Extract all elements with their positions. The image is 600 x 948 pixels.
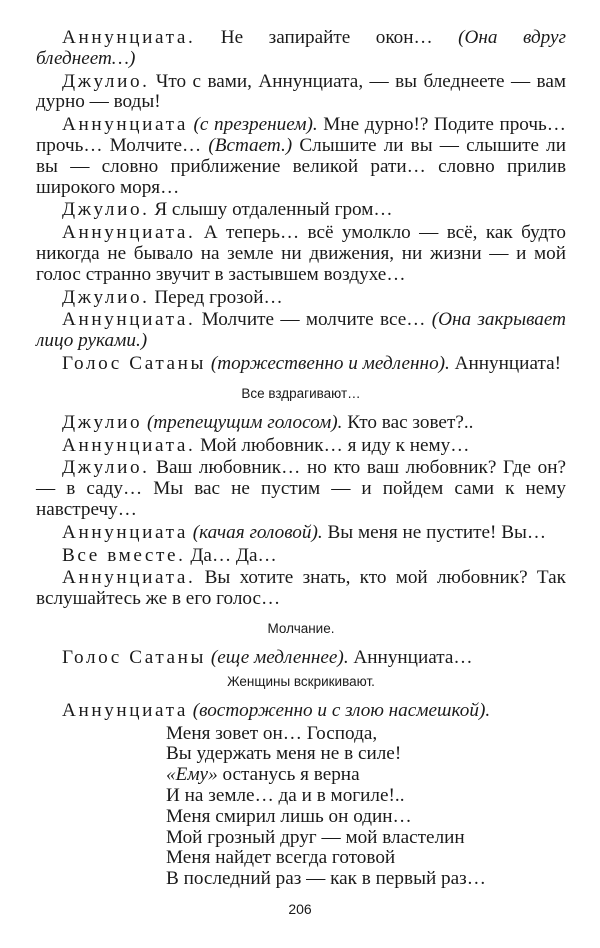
stage-direction: Женщины вскрикивают. [227,673,375,689]
speaker-name: Голос Сатаны [62,352,207,374]
dialogue-line [36,458,566,520]
speaker-name: Все вместе. [62,544,186,566]
speaker-name: Аннунциата. [62,309,196,331]
verse-line [166,828,566,849]
remark-text: (Она закрывает лицо руками.) [36,309,566,352]
remark-text: (восторженно и с злою насмешкой). [192,699,491,721]
verse-line [166,848,566,869]
verse-line [166,786,566,807]
dialogue-line [36,546,566,567]
speech-text: Молчите — молчите все… [195,309,432,331]
speaker-name: Аннунциата. [62,434,196,456]
dialogue-before [36,28,566,375]
speech-text: Что с вами, Аннунциата, — вы бледнеете — вам дурно — воды! [36,70,566,113]
verse-line [166,869,566,890]
speaker-name: Джулио. [62,70,150,92]
speaker-name: Аннунциата. [62,222,196,244]
speech-text: Меня найдет всегда готовой [166,847,396,869]
speech-text: Мне дурно!? Подите прочь… прочь… Молчите… [36,114,566,156]
speaker-name: Джулио. [62,286,150,308]
speaker-name: Аннунциата [62,521,188,543]
speech-text: Не запирайте окон… [195,27,459,48]
speaker-name: Джулио. [62,457,150,479]
dialogue-line [36,701,566,722]
dialogue-line [36,200,566,221]
remark-text: (с презрением). [193,114,318,136]
speech-text: Ваш любовник… но кто ваш любовник? Где он? — в саду… Мы вас не пустим — и пойдем сами к нему навстречу… [36,457,566,520]
speech-text: Я слышу отдаленный гром… [149,199,393,221]
speaker-name: Аннунциата. [62,567,196,589]
speech-text: Вы меня не пустите! Вы… [322,521,547,543]
verse-block [36,724,566,890]
speech-text: В последний раз — как в первый раз… [166,868,486,890]
verse-line [166,744,566,765]
speech-text: Аннунциата! [449,352,561,374]
verse-line [166,724,566,745]
dialogue-line [36,223,566,285]
remark-text: (еще медленнее). [210,646,349,668]
remark-text: (торжественно и медленно). [210,352,450,374]
speech-text: И на земле… да и в могиле!.. [166,784,405,806]
speaker-name: Аннунциата [62,699,188,721]
speech-text: Меня смирил лишь он один… [166,805,412,827]
speech-text: Да… Да… [185,544,277,566]
remark-text: «Ему» [166,764,218,786]
speaker-name: Аннунциата. [62,27,196,48]
stage-direction: Все вздрагивают… [241,385,361,401]
speech-text: Мой любовник… я иду к нему… [195,434,470,456]
speech-text: Аннунциата… [348,646,473,668]
dialogue-line [36,413,566,434]
dialogue-line [36,648,566,669]
annunciata-last [36,701,566,722]
speech-text: Кто вас зовет?.. [342,411,474,433]
speech-text: Мой грозный друг — мой властелин [166,826,465,848]
remark-text: (Встает.) [208,134,293,156]
speech-text: Меня зовет он… Господа, [166,722,378,744]
dialogue-line [36,436,566,457]
dialogue-line [36,310,566,352]
dialogue-line [36,354,566,375]
remark-text: (трепещущим голосом). [146,411,343,433]
speech-text: Вы удержать меня не в силе! [166,743,402,765]
speaker-name: Голос Сатаны [62,646,207,668]
dialogue-middle [36,413,566,610]
dialogue-line [36,28,566,70]
speaker-name: Джулио. [62,199,150,221]
verse-line [166,765,566,786]
speaker-name: Аннунциата [62,114,188,136]
speech-text: Вы хотите знать, кто мой любовник? Так вслушайтесь же в его голос… [36,567,566,610]
remark-text: (Она вдруг бледнеет…) [36,27,566,69]
speech-text: Перед грозой… [149,286,283,308]
satan-line [36,648,566,669]
speaker-name: Джулио [62,411,143,433]
stage-direction: Молчание. [267,620,335,636]
dialogue-line [36,568,566,610]
dialogue-line [36,288,566,309]
dialogue-line [36,523,566,544]
dialogue-line [36,72,566,114]
verse-line [166,807,566,828]
speech-text: останусь я верна [217,764,360,786]
speech-text: А теперь… всё умолкло — всё, как будто никогда не бывало на земле ни движения, ни жизни — и мой голос странно звучит в застывшем воздухе… [36,222,566,285]
dialogue-line [36,115,566,198]
page-number: 206 [288,901,312,917]
speech-text: Слышите ли вы — слышите ли вы — словно приближение великой рати… словно прилив широкого моря… [36,134,566,198]
remark-text: (качая головой). [192,521,323,543]
